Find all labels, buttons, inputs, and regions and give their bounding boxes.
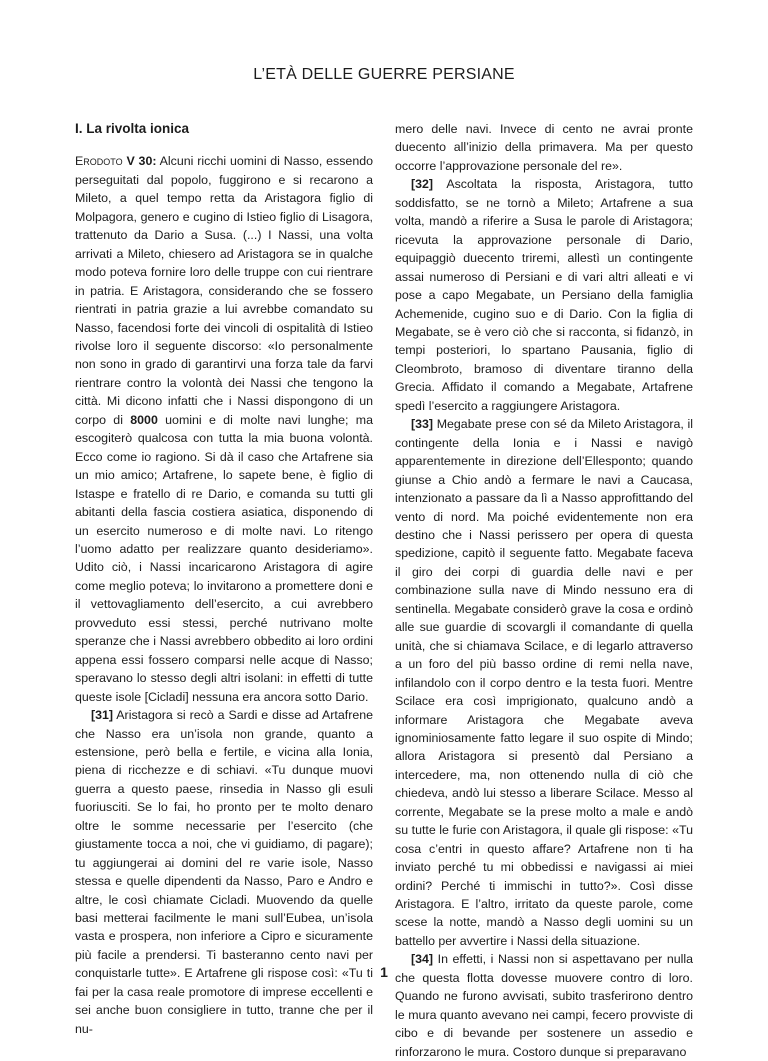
page-title: L’ETÀ DELLE GUERRE PERSIANE <box>253 66 515 83</box>
left-column <box>75 120 373 1038</box>
paragraph-text: Megabate prese con sé da Mileto Aristagora, il contingente della Ionia e i Nassi e navigò apparentemente in direzione dell’Ellesponto; quando giunse a Chio andò a fermare le navi a Caucasa, intenzionato a passare da lì a Nasso approfittando del vento di nord. Ma poiché evidentemente non era destino che i Nassi perissero per opera di questa spedizione, capitò il seguente fatto. Megabate faceva il giro dei corpi di guardia delle navi e per combinazione sulla nave di Mindo nessuno era di sentinella. Megabate considerò grave la cosa e ordinò alle sue guardie di scovargli il comandante di quella unità, che si chiamava Scilace, e di legarlo attraverso a un foro del più basso ordine di remi nella nave, infilandolo con il corpo dentro e la testa fuori. Mentre Scilace era così imprigionato, qualcuno andò a informare Aristagora che Megabate aveva ignominiosamente fatto legare il suo ospite di Mindo; allora Aristagora si presentò dal Persiano a intercedere, ma, non ottenendo nulla di ciò che chiedeva, andò lui stesso a liberare Scilace. Messo al corrente, Megabate se la prese molto a male e andò su tutte le furie con Aristagora, il quale gli rispose: «Tu cosa c’entri in questo affare? Artafrene non ti ha inviato perché tu mi obbedissi e navigassi ai miei ordini? Perché ti immischi in tutto?». Così disse Aristagora. E l’altro, irritato da queste parole, come scese la notte, mandò a Nasso degli uomini su un battello per avvertire i Nassi della situazione. <box>395 417 693 948</box>
paragraph-number: [34] <box>411 952 434 967</box>
paragraph-text: uomini e di molte navi lunghe; ma escogiterò qualcosa con tutta la mia buona volontà. Ecco come io ragiono. Si dà il caso che Artafrene sia un mio amico; Artafrene, lo sapete bene, è figlio di Istaspe e fratello di re Dario, e comanda su tutti gli abitanti della fascia costiera asiatica, disponendo di un esercito numeroso e di molte navi. Lo ritengo l’uomo adatto per realizzare quanto desideriamo». Udito ciò, i Nassi incaricarono Aristagora di agire come meglio poteva; lo invitarono a promettere doni e il vettovagliamento dell’esercito, a cui avrebbero provveduto essi stessi, perché nutrivano molte speranze che i Nassi avrebbero obbedito ai loro ordini appena essi fossero comparsi nelle acque di Nasso; speravano lo stesso degli altri isolani: in effetti di tutte queste isole [Cicladi] nessuna era ancora sotto Dario. <box>75 412 373 704</box>
paragraph-31 <box>75 706 373 1038</box>
paragraph-number: [31] <box>91 708 114 723</box>
paragraph-continuation: mero delle navi. Invece di cento ne avrai pronte duecento all’inizio della primavera. Ma per questo occorre l’approvazione personale del re». <box>395 122 693 173</box>
source-reference: V 30: <box>126 154 157 169</box>
paragraph-number: [33] <box>411 417 434 432</box>
paragraph-text: Alcuni ricchi uomini di Nasso, essendo perseguitati dal popolo, fuggirono e si recarono a Mileto, a quel tempo retta da Aristagora figlio di Molpagora, genero e cugino di Istieo figlio di Lisagora, trattenuto da Dario a Susa. (...) I Nassi, una volta arrivati a Mileto, chiesero ad Aristagora se in qualche modo poteva fornire loro delle truppe con cui rientrare in patria. E Aristagora, considerando che se fossero rientrati in patria grazie a lui avrebbe comandato su Nasso, facendosi forte dei vincoli di ospitalità di Istieo rivolse loro il seguente discorso: «Io personalmente non sono in grado di garantirvi una forza tale da farvi rientrare contro la volontà dei Nassi che tengono la città. Mi dicono infatti che i Nassi dispongono di un corpo di <box>75 154 373 427</box>
highlight-number: 8000 <box>130 412 158 427</box>
source-author: Erodoto <box>75 154 123 169</box>
right-column <box>395 120 693 1061</box>
paragraph-33 <box>395 415 693 950</box>
paragraph-32 <box>395 175 693 415</box>
paragraph-number: [32] <box>411 177 434 192</box>
page-number: 1 <box>380 964 388 980</box>
section-heading: I. La rivolta ionica <box>75 121 190 136</box>
paragraph-text: Ascoltata la risposta, Aristagora, tutto soddisfatto, se ne tornò a Mileto; Artafrene a sua volta, mandò a riferire a Susa le parole di Aristagora; ricevuta la approvazione personale di Dario, equipaggiò duecento triremi, allestì un contingente assai numeroso di Persiani e di vari altri alleati e vi pose a capo Megabate, un Persiano della famiglia Achemenide, cugino suo e di Dario. Con la figlia di Megabate, se è vero ciò che si racconta, si fidanzò, in tempi posteriori, lo spartano Pausania, figlio di Cleombroto, bramoso di diventare tiranno della Grecia. Affidato il comando a Megabate, Artafrene spedì l’esercito a raggiungere Aristagora. <box>395 177 693 413</box>
paragraph-30 <box>75 152 373 706</box>
paragraph-text: In effetti, i Nassi non si aspettavano per nulla che questa flotta dovesse muovere contro di loro. Quando ne furono avvisati, subito trasferirono dentro le mura quanto avevano nei campi, fecero provviste di cibo e di bevande per sostenere un assedio e rinforzarono le mura. Costoro dunque si preparavano <box>395 952 693 1059</box>
paragraph-text: Aristagora si recò a Sardi e disse ad Artafrene che Nasso era un’isola non grande, quanto a estensione, però bella e fertile, e vicina alla Ionia, piena di ricchezze e di schiavi. «Tu dunque muovi guerra a questo paese, rinsedia in Nasso gli esuli fuoriusciti. Se lo fai, ho pronto per te molto denaro oltre le somme necessarie per l’esercito (che giustamente tocca a noi, che vi guidiamo, di pagare); tu aggiungerai ai domini del re varie isole, Nasso stessa e quelle dipendenti da Nasso, Paro e Andro e altre, le così chiamate Cicladi. Muovendo da quelle basi metterai facilmente le mani sull’Eubea, un’isola vasta e prospera, non inferiore a Cipro e sicuramente più facile a prendersi. Ti basteranno cento navi per conquistarle tutte». E Artafrene gli rispose così: «Tu ti fai per la casa reale promotore di imprese eccellenti e sei anche buon consigliere in tutto, tranne che per il nu- <box>75 708 373 1036</box>
